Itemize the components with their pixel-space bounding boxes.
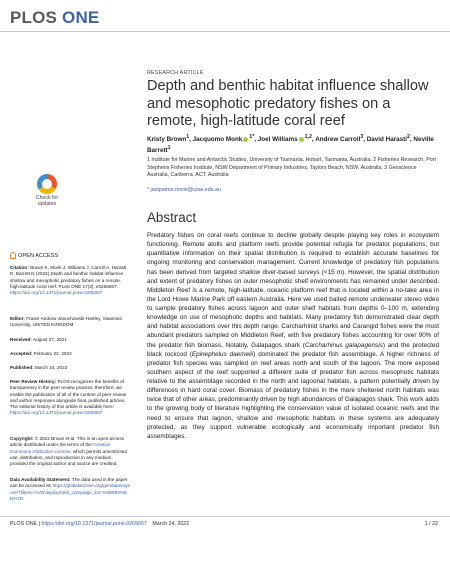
accepted-date: Accepted: February 22, 2022 — [10, 351, 72, 356]
footer-doi-link[interactable]: https://doi.org/10.1371/journal.pone.0265067 — [41, 521, 147, 527]
check-for-updates-badge[interactable]: Check for updates — [33, 174, 61, 216]
author-affil-sup: 1 — [167, 145, 171, 152]
page-number: 1 / 22 — [424, 521, 438, 527]
orcid-icon[interactable] — [299, 137, 304, 142]
species-name: Carcharhinus galapagensis — [304, 341, 383, 349]
species-name: Epinephelus daemelii — [191, 350, 254, 358]
affiliations: 1 Institute for Marine and Antarctic Studies, University of Tasmania, Hobart, Tasmania, Australia, 2 Fisheries Research, Port Stephens Fisheries Institute, NSW Department of Primary Industries, Taylors Beach, NSW, Australia, 3 Geoscience Australia, Canberra, ACT, Australia — [147, 157, 436, 179]
peer-review-block: Peer Review History: PLOS recognizes the benefits of transparency in the peer review process; therefore, we enable the publication of all of the content of peer review and author responses alongside final, published articles. The editorial history of this article is available here: https://doi.org/10.1371/journal.pone.0265067 — [10, 379, 127, 416]
peer-review-link[interactable]: https://doi.org/10.1371/journal.pone.0265067 — [10, 410, 103, 416]
copyright-block: Copyright: © 2022 Brown et al. This is an open access article distributed under the terms of the Creative Commons Attribution License, which permits unrestricted use, distribution, and reproduction in any medium, provided the original author and source are credited. — [10, 436, 127, 467]
footer-citation: PLOS ONE | https://doi.org/10.1371/journal.pone.0265067 March 24, 2022 — [10, 521, 190, 527]
author[interactable]: David Harasti — [366, 136, 407, 144]
author[interactable]: Neville Barrett — [147, 136, 434, 155]
received-date: Received: August 27, 2021 — [10, 337, 67, 342]
data-archive-link[interactable]: https://globalarchive.org/geodata/explore/?filters=%7B'deployment_campaign_list':%5B993%5D%7D. — [10, 483, 130, 501]
author-affil-sup: 1 — [186, 134, 190, 140]
footer-rule — [0, 516, 450, 517]
crossmark-icon — [37, 174, 57, 194]
article-title: Depth and benthic habitat influence shallow and mesophotic predatory fishes on a remote, high-latitude coral reef — [147, 78, 429, 130]
published-date: Published: March 24, 2022 — [10, 365, 68, 370]
article-type: RESEARCH ARTICLE — [147, 70, 204, 76]
header-rule — [0, 31, 450, 32]
author-affil-sup: 2 — [407, 134, 410, 140]
author[interactable]: Joel Williams — [257, 136, 298, 144]
abstract-heading: Abstract — [147, 210, 197, 225]
open-lock-icon — [10, 252, 16, 259]
journal-logo: PLOS ONE — [10, 8, 100, 27]
abstract-text: Predatory fishes on coral reefs continue to decline globally despite playing key roles in ecosystem functioning. Remote atolls and platform reefs provide potential refugia for predator populations, but quantitative information on their spatial distribution is required to establish accurate baselines for ongoing monitoring and conservation management. Current knowledge of predatory fish populations has been derived from targeted shallow diver-based surveys (<15 m). However, the spatial distribution and extent of predatory fishes on outer mesophotic shelf environments has remained under described. Middleton Reef is a remote, high-latitude, oceanic platform reef that is located within a no-take area in the Lord Howe Marine Park off eastern Australia. Here we used baited remote underwater stereo video to sample predatory fishes across lagoon and outer shelf habitats from depths 0–100 m, extending knowledge on use of mesophotic depths and habitats. Many predatory fish demonstrated clear depth and habitat associations over this depth range. Carcharhinid sharks and Carangid fishes were the most abundant predators sampled on Middleton Reef, with five predatory fishes accounting for over 90% of the predator fish biomass. Notably, Galapagos shark (Carcharhinus galapagensis) and the protected black rockcod (Epinephelus daemelii) dominated the predator fish assemblage. A higher richness of predator fish species was sampled on reef areas north and south of the lagoon. The more exposed southern aspect of the reef supported a different suite of predator fish across mesophotic habitats relative to the assemblage recorded in the north and lagoonal habitats, a pattern potentially driven by differences in hard coral cover. Biomass of predatory fishes in the more sheltered north habitats was twice that of other areas, predominantly driven by high abundances of Galapagos shark. This work adds to the growing body of literature highlighting the conservation value of isolated oceanic reefs and the need to ensure that lagoon, shallow and mesophotic habitats in these systems are adequately protected, as they support vulnerable ecologically and economically important predator fish assemblages. — [147, 232, 439, 440]
data-availability-block: Data Availability Statement: The data used in the paper can be accessed at: https://globalarchive.org/geodata/explore/?filters=%7B'deployment_campaign_list':%5B993%5D%7D. — [10, 477, 130, 501]
author-affil-sup: 1,2 — [304, 134, 312, 140]
citation-doi-link[interactable]: https://doi.org/10.1371/journal.pone.0265067 — [10, 290, 103, 296]
open-access-label: OPEN ACCESS — [10, 252, 130, 259]
author-affil-sup: 1* — [249, 134, 255, 140]
editor-block: Editor: Fraser Andrew Januchowski-Hartley, Swansea University, UNITED KINGDOM — [10, 316, 122, 328]
corresponding-email[interactable]: * jacquomo.monk@utas.edu.au — [147, 187, 221, 193]
orcid-icon[interactable] — [243, 137, 248, 142]
author[interactable]: Kristy Brown — [147, 136, 187, 144]
author-list: Kristy Brown$^1$, Jacquomo Monk $^{1*}$, Joel Williams $^{1,2}$, Andrew Carroll$^3$, David Harasti$^2$, Neville Barrett$^1$ — [147, 134, 434, 155]
author[interactable]: Jacquomo Monk — [192, 136, 243, 144]
author-affil-sup: 3 — [360, 134, 364, 140]
author[interactable]: Andrew Carroll — [315, 136, 361, 144]
license-link[interactable]: Creative Commons Attribution License — [10, 442, 111, 454]
citation-block: Citation: Brown K, Monk J, Williams J, Carroll A, Harasti D, Barrett N (2022) Depth and benthic habitat influence shallow and mesophotic predatory fishes on a remote, high-latitude coral reef. PLoS ONE 17(3): e0265067. https://doi.org/10.1371/journal.pone.0265067 — [10, 265, 127, 296]
